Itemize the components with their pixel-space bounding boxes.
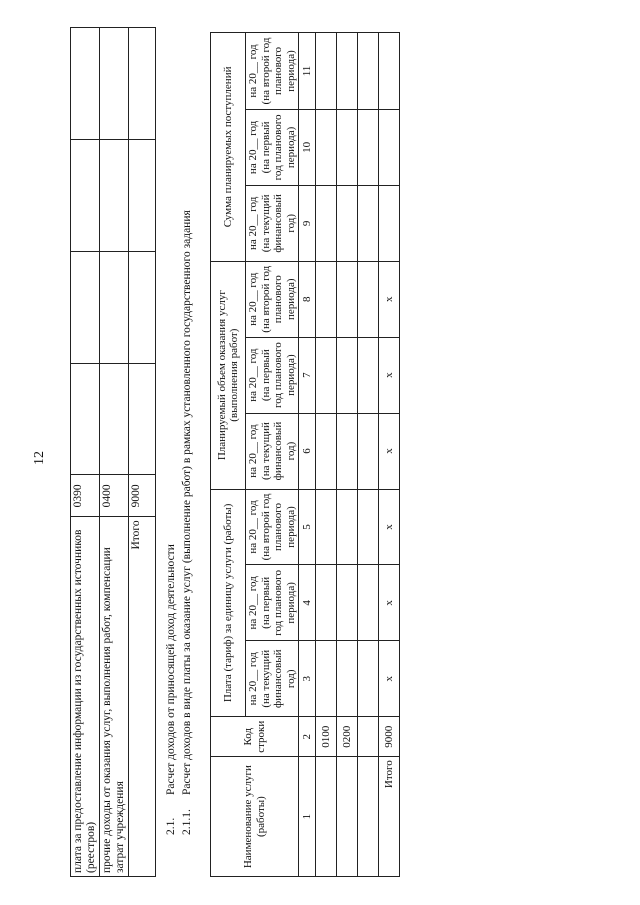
header-year-current: на 20__ год (на текущий финансовый год) [246,413,299,489]
column-number: 1 [299,757,316,877]
value-cell [100,139,129,251]
value-cell [316,489,337,565]
value-cell [316,337,337,413]
column-number: 2 [299,717,316,757]
table-row [71,28,100,877]
value-cell [337,565,358,641]
row-code: 0200 [337,717,358,757]
value-cell [316,261,337,337]
total-row [379,33,400,877]
value-cell [358,109,379,185]
column-number-row [299,33,316,877]
column-number: 4 [299,565,316,641]
x-mark: x [379,413,400,489]
header-volume-group: Планируемый объем оказания услуг (выполнения работ) [211,261,246,489]
total-label: Итого [379,757,400,877]
value-cell [129,28,156,140]
value-cell [316,185,337,261]
column-number: 7 [299,337,316,413]
value-cell [337,109,358,185]
row-code: 0390 [71,475,100,517]
header-year-first: на 20__ год (на первый год планового периода) [246,337,299,413]
value-cell [379,185,400,261]
value-cell [316,641,337,717]
value-cell [358,261,379,337]
value-cell [71,139,100,251]
value-cell [337,261,358,337]
value-cell [316,109,337,185]
x-mark: x [379,489,400,565]
header-year-second: на 20__ год (на второй год планового периода) [246,261,299,337]
section-title: Расчет доходов в виде платы за оказание услуг (выполнение работ) в рамках установленного государственного задания [181,210,193,795]
header-fee-group: Плата (тариф) за единицу услуги (работы) [211,489,246,717]
value-cell [71,28,100,140]
service-name-cell [358,757,379,877]
row-label: плата за предоставление информации из государственных источников (реестров) [71,517,100,877]
value-cell [71,363,100,475]
header-year-first: на 20__ год (на первый год планового периода) [246,109,299,185]
value-cell [379,33,400,110]
column-number: 5 [299,489,316,565]
value-cell [358,185,379,261]
table-row [100,28,129,877]
section-heading-2-1-1 [181,210,193,835]
value-cell [100,251,129,363]
value-cell [358,413,379,489]
x-mark: x [379,337,400,413]
value-cell [358,489,379,565]
value-cell [129,139,156,251]
value-cell [316,33,337,110]
total-row [129,28,156,877]
section-number: 2.1.1. [181,809,193,835]
page-number: 12 [32,451,47,465]
header-year-first: на 20__ год (на первый год планового периода) [246,565,299,641]
header-year-second: на 20__ год (на второй год планового периода) [246,489,299,565]
column-number: 3 [299,641,316,717]
x-mark: x [379,565,400,641]
table-row [316,33,337,877]
value-cell [379,109,400,185]
row-code [358,717,379,757]
table-row [337,33,358,877]
service-name-cell [337,757,358,877]
value-cell [337,33,358,110]
value-cell [100,28,129,140]
row-code: 0100 [316,717,337,757]
x-mark: x [379,261,400,337]
section-title: Расчет доходов от приносящей доход деятельности [165,544,177,795]
column-number: 10 [299,109,316,185]
service-income-table [210,32,400,877]
value-cell [337,489,358,565]
value-cell [129,251,156,363]
value-cell [337,185,358,261]
table-row [358,33,379,877]
total-code: 9000 [379,717,400,757]
header-year-current: на 20__ год (на текущий финансовый год) [246,185,299,261]
x-mark: x [379,641,400,717]
total-code: 9000 [129,475,156,517]
value-cell [358,641,379,717]
row-code: 0400 [100,475,129,517]
header-year-second: на 20__ год (на второй год планового периода) [246,33,299,110]
header-year-current: на 20__ год (на текущий финансовый год) [246,641,299,717]
value-cell [316,565,337,641]
column-number: 11 [299,33,316,110]
service-name-cell [316,757,337,877]
income-sources-table [70,27,156,877]
value-cell [337,641,358,717]
value-cell [71,251,100,363]
value-cell [358,337,379,413]
value-cell [100,363,129,475]
value-cell [129,363,156,475]
header-sum-group: Сумма планируемых поступлений [211,33,246,262]
header-service-name: Наименование услуги (работы) [211,757,299,877]
value-cell [316,413,337,489]
section-heading-2-1 [165,544,177,835]
value-cell [337,337,358,413]
value-cell [358,33,379,110]
value-cell [358,565,379,641]
column-number: 8 [299,261,316,337]
header-row [211,33,246,877]
section-number: 2.1. [165,817,177,835]
header-line-code: Код строки [211,717,299,757]
total-label: Итого [129,517,156,877]
value-cell [337,413,358,489]
column-number: 6 [299,413,316,489]
column-number: 9 [299,185,316,261]
row-label: прочие доходы от оказания услуг, выполнения работ, компенсации затрат учреждения [100,517,129,877]
